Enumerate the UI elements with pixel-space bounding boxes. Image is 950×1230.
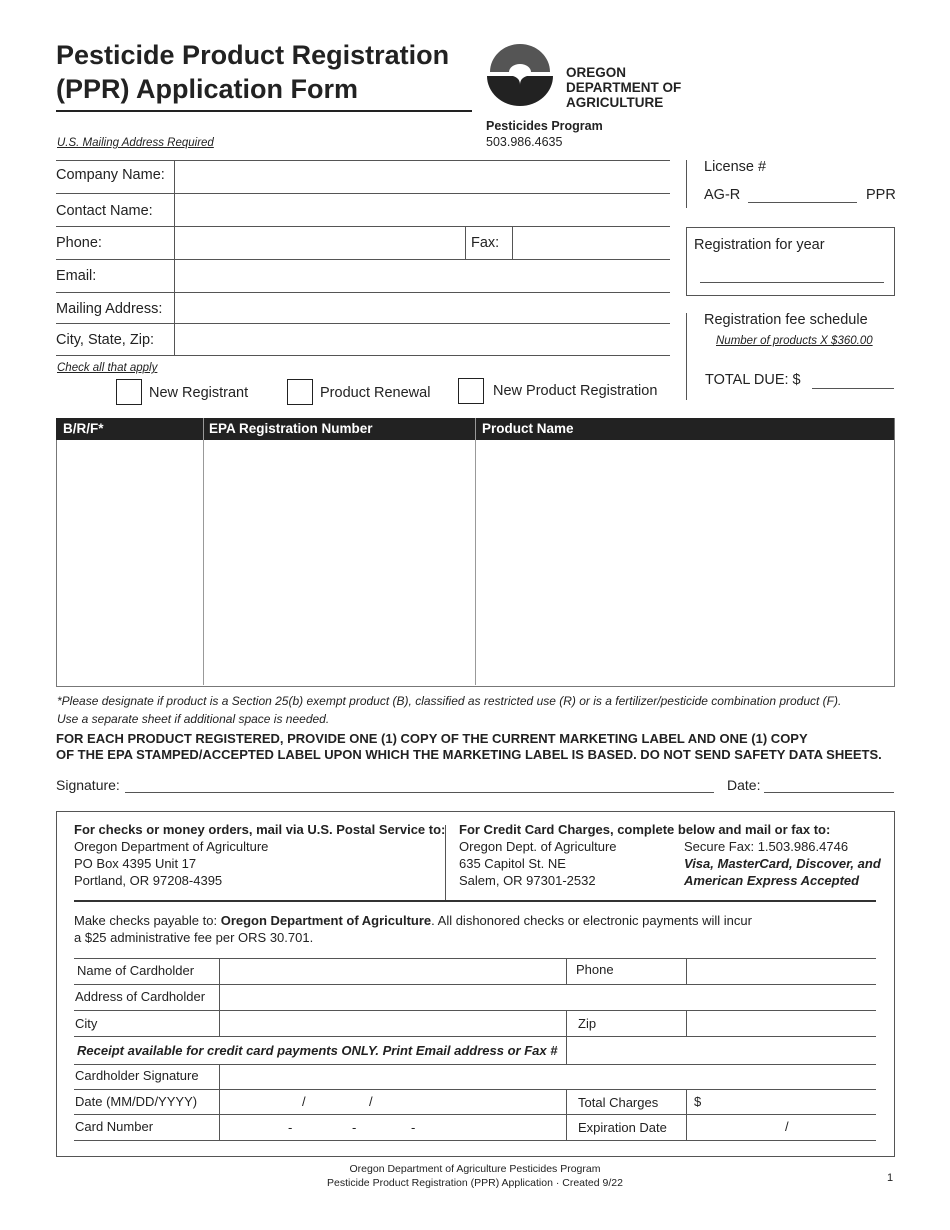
receipt-label: Receipt available for credit card payments ONLY. Print Email address or Fax # xyxy=(77,1043,558,1058)
license-divider xyxy=(686,160,687,208)
footer-line-2: Pesticide Product Registration (PPR) Application · Created 9/22 xyxy=(327,1177,623,1189)
cc-date-label: Date (MM/DD/YYYY) xyxy=(75,1094,198,1109)
mailing-address-field[interactable] xyxy=(176,293,670,323)
cc-city-label: City xyxy=(75,1016,98,1031)
separate-sheet-note: Use a separate sheet if additional space is needed. xyxy=(57,712,330,726)
total-charges-label: Total Charges xyxy=(578,1095,659,1110)
license-suffix: PPR xyxy=(866,187,896,203)
payable-line-2: a $25 administrative fee per ORS 30.701. xyxy=(74,930,314,945)
cardholder-address-field[interactable] xyxy=(221,985,876,1009)
expiration-separator: / xyxy=(785,1119,789,1134)
new-product-registration-checkbox[interactable] xyxy=(458,378,484,404)
license-number-field[interactable] xyxy=(748,202,857,203)
cardholder-signature-field[interactable] xyxy=(221,1065,876,1088)
col-epa-number: EPA Registration Number xyxy=(209,421,373,436)
mailing-note: U.S. Mailing Address Required xyxy=(57,137,214,149)
grid-column xyxy=(219,958,220,1036)
date-field[interactable] xyxy=(764,792,894,793)
contact-field[interactable] xyxy=(176,194,670,226)
cc-zip-field[interactable] xyxy=(688,1011,876,1035)
company-label: Company Name: xyxy=(56,167,165,183)
footer xyxy=(275,1162,675,1190)
col-brf: B/R/F* xyxy=(63,421,104,436)
designate-note: *Please designate if product is a Section 25(b) exempt product (B), classified as restricted use (R) or is a fertilizer/pesticide combination product (F). xyxy=(57,694,842,708)
checks-address-2: PO Box 4395 Unit 17 xyxy=(74,856,197,871)
payment-rule xyxy=(74,900,876,902)
payable-suffix: . All dishonored checks or electronic payments will incur xyxy=(431,913,752,928)
epa-number-entry-area[interactable] xyxy=(204,441,474,684)
email-label: Email: xyxy=(56,268,97,284)
checks-address-1: Oregon Department of Agriculture xyxy=(74,839,269,854)
page-title xyxy=(56,38,449,106)
row-divider xyxy=(56,355,670,356)
signature-field[interactable] xyxy=(125,792,714,793)
product-renewal-label: Product Renewal xyxy=(320,385,431,401)
total-due-field[interactable] xyxy=(812,388,894,389)
fee-note: Number of products X $360.00 xyxy=(716,335,873,347)
title-divider xyxy=(56,110,472,112)
cards-accepted-1: Visa, MasterCard, Discover, and xyxy=(684,856,881,871)
contact-label: Contact Name: xyxy=(56,203,153,219)
city-label: City, State, Zip: xyxy=(56,332,155,348)
cc-heading: For Credit Card Charges, complete below and mail or fax to: xyxy=(459,822,831,837)
email-field[interactable] xyxy=(176,260,670,292)
registration-year-label: Registration for year xyxy=(694,237,825,253)
cc-phone-label: Phone xyxy=(576,962,614,977)
agency-line-1: OREGON xyxy=(566,65,627,80)
oda-logo-icon xyxy=(487,44,553,108)
grid-column xyxy=(566,1010,567,1064)
agency-name xyxy=(566,65,681,110)
cards-accepted-2: American Express Accepted xyxy=(684,873,860,888)
grid-column xyxy=(686,1010,687,1036)
total-charges-field[interactable] xyxy=(706,1090,876,1113)
checks-heading: For checks or money orders, mail via U.S. Postal Service to: xyxy=(74,822,446,837)
instructions-line-2: OF THE EPA STAMPED/ACCEPTED LABEL UPON WHICH THE MARKETING LABEL IS BASED. DO NOT SEND SAFETY DATA SHEETS. xyxy=(56,747,882,762)
cardholder-name-label: Name of Cardholder xyxy=(77,963,195,978)
payable-prefix: Make checks payable to: xyxy=(74,913,221,928)
card-separator: - xyxy=(411,1120,416,1135)
payable-name: Oregon Department of Agriculture xyxy=(220,913,432,928)
cc-date-field[interactable] xyxy=(221,1090,565,1113)
registration-year-field[interactable] xyxy=(700,282,884,283)
title-line-2: (PPR) Application Form xyxy=(56,74,358,104)
signature-label: Signature: xyxy=(56,777,120,793)
mailing-label: Mailing Address: xyxy=(56,301,163,317)
fax-divider xyxy=(465,226,466,259)
footer-line-1: Oregon Department of Agriculture Pesticides Program xyxy=(349,1163,601,1175)
new-registrant-label: New Registrant xyxy=(149,385,249,401)
label-instructions xyxy=(56,731,882,763)
card-number-label: Card Number xyxy=(75,1119,154,1134)
license-prefix: AG-R xyxy=(704,187,741,203)
instructions-line-1: FOR EACH PRODUCT REGISTERED, PROVIDE ONE (1) COPY OF THE CURRENT MARKETING LABEL AND ONE (1) COPY xyxy=(56,731,808,746)
date-separator: / xyxy=(302,1094,306,1109)
phone-field[interactable] xyxy=(176,227,464,259)
grid-column xyxy=(566,1089,567,1140)
grid-column xyxy=(566,958,567,984)
product-renewal-checkbox[interactable] xyxy=(287,379,313,405)
date-label: Date: xyxy=(727,777,761,793)
grid-line xyxy=(74,1140,876,1141)
checks-section xyxy=(74,821,445,889)
fax-and-cards xyxy=(684,838,881,889)
cardholder-address-label: Address of Cardholder xyxy=(75,989,206,1004)
date-separator: / xyxy=(369,1094,373,1109)
check-note: Check all that apply xyxy=(57,362,158,374)
new-product-registration-label: New Product Registration xyxy=(493,383,658,399)
new-registrant-checkbox[interactable] xyxy=(116,379,142,405)
expiration-field[interactable] xyxy=(688,1115,876,1139)
col-product-name: Product Name xyxy=(482,421,574,436)
receipt-contact-field[interactable] xyxy=(568,1037,876,1063)
agency-line-3: AGRICULTURE xyxy=(566,95,664,110)
expiration-label: Expiration Date xyxy=(578,1120,667,1135)
fax-label: Fax: xyxy=(471,235,500,251)
cardholder-name-field[interactable] xyxy=(221,959,565,983)
cc-city-field[interactable] xyxy=(221,1011,565,1035)
cc-address-1: Oregon Dept. of Agriculture xyxy=(459,839,617,854)
grid-column xyxy=(219,1064,220,1140)
fee-divider xyxy=(686,313,687,400)
card-separator: - xyxy=(352,1120,357,1135)
page-number: 1 xyxy=(887,1172,894,1184)
dollar-sign: $ xyxy=(694,1094,702,1109)
card-separator: - xyxy=(288,1120,293,1135)
payment-divider xyxy=(445,825,446,900)
title-line-1: Pesticide Product Registration xyxy=(56,40,450,70)
total-due-label: TOTAL DUE: $ xyxy=(705,372,801,388)
card-number-field[interactable] xyxy=(221,1115,565,1139)
program-phone: 503.986.4635 xyxy=(486,135,563,149)
fax-divider xyxy=(512,226,513,259)
grid-column xyxy=(686,958,687,984)
payable-note xyxy=(74,912,752,946)
phone-label: Phone: xyxy=(56,235,102,251)
secure-fax: Secure Fax: 1.503.986.4746 xyxy=(684,839,849,854)
license-label: License # xyxy=(704,159,767,175)
cc-phone-field[interactable] xyxy=(688,959,876,983)
cc-address-2: 635 Capitol St. NE xyxy=(459,856,566,871)
checks-address-3: Portland, OR 97208-4395 xyxy=(74,873,223,888)
label-divider xyxy=(174,160,175,355)
cc-zip-label: Zip xyxy=(578,1016,597,1031)
city-state-zip-field[interactable] xyxy=(176,324,670,355)
fax-field[interactable] xyxy=(514,227,670,259)
agency-line-2: DEPARTMENT OF xyxy=(566,80,682,95)
company-field[interactable] xyxy=(176,161,670,193)
brf-entry-area[interactable] xyxy=(57,441,202,684)
product-name-entry-area[interactable] xyxy=(476,441,892,684)
cc-address-3: Salem, OR 97301-2532 xyxy=(459,873,596,888)
cardholder-signature-label: Cardholder Signature xyxy=(75,1068,199,1083)
grid-column xyxy=(686,1089,687,1140)
fee-schedule-label: Registration fee schedule xyxy=(704,312,868,328)
program-name: Pesticides Program xyxy=(486,119,603,133)
program-info xyxy=(486,118,603,150)
